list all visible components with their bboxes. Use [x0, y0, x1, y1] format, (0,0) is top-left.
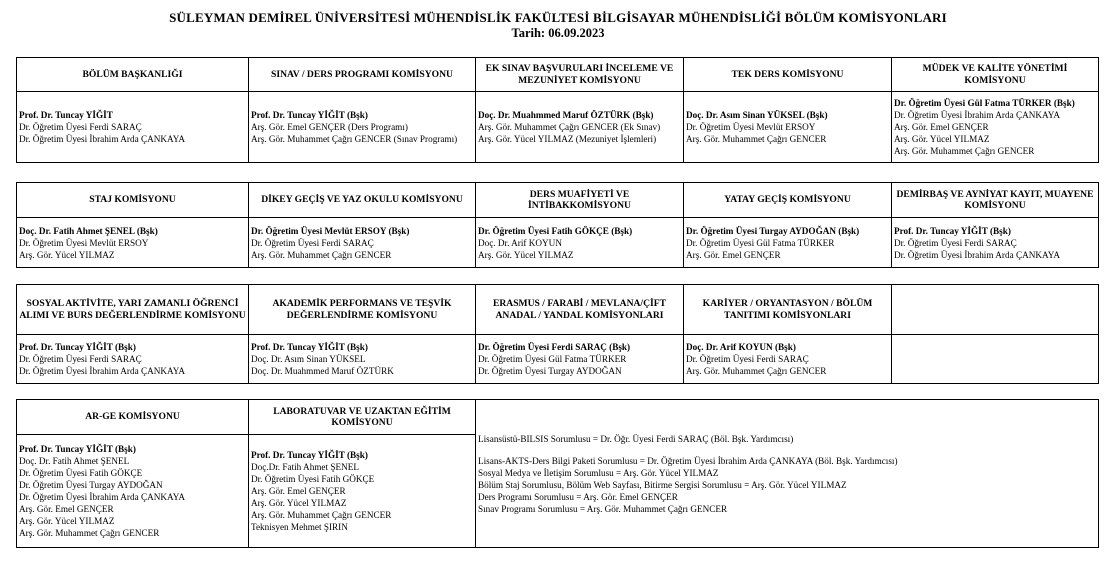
member: Arş. Gör. Emel GENÇER (Ders Programı) [251, 122, 408, 132]
document-title: SÜLEYMAN DEMİREL ÜNİVERSİTESİ MÜHENDİSLİK FAKÜLTESİ BİLGİSAYAR MÜHENDİSLİĞİ BÖLÜM KOMİSYONLARI [169, 10, 947, 25]
member: Dr. Öğretim Üyesi Gül Fatma TÜRKER [478, 354, 627, 364]
committee-members [249, 335, 476, 384]
member: Dr. Öğretim Üyesi Ferdi SARAÇ [251, 237, 374, 248]
committee-title: AKADEMİK PERFORMANS VE TEŞVİK DEĞERLENDİRME KOMİSYONU [249, 285, 476, 335]
note-line: Sosyal Medya ve İletişim Sorumlusu = Arş. Gör. Yücel YILMAZ [478, 467, 719, 478]
member: Dr. Öğretim Üyesi Ferdi SARAÇ [19, 122, 142, 132]
committee-title: YATAY GEÇİŞ KOMİSYONU [684, 183, 892, 218]
member: Arş. Gör. Emel GENÇER [251, 486, 346, 496]
member: Arş. Gör. Emel GENÇER [19, 504, 114, 514]
member: Dr. Öğretim Üyesi Turgay AYDOĞAN [19, 480, 163, 490]
committee-title: EK SINAV BAŞVURULARI İNCELEME VE MEZUNİYET KOMİSYONU [476, 58, 684, 92]
member: Dr. Öğretim Üyesi İbrahim Arda ÇANKAYA [19, 366, 186, 376]
member: Prof. Dr. Tuncay YİĞİT (Bşk) [251, 342, 368, 352]
member: Arş. Gör. Muhammet Çağrı GENCER (Ek Sınav) [478, 122, 661, 132]
member: Arş. Gör. Muhammet Çağrı GENCER [686, 134, 827, 144]
committee-members [17, 335, 249, 384]
committee-title: TEK DERS KOMİSYONU [684, 58, 892, 92]
member: Arş. Gör. Muhammet Çağrı GENCER [251, 249, 392, 260]
committee-title: DEMİRBAŞ VE AYNİYAT KAYIT, MUAYENE KOMİSYONU [892, 183, 1099, 218]
member: Doç. Dr. Arif KOYUN [478, 237, 562, 248]
committee-members [476, 92, 684, 163]
member: Dr. Öğretim Üyesi İbrahim Arda ÇANKAYA [894, 249, 1061, 260]
member: Dr. Öğretim Üyesi Mevlüt ERSOY [19, 237, 149, 248]
committee-title: SINAV / DERS PROGRAMI KOMİSYONU [249, 58, 476, 92]
member: Doç. Dr. Asım Sinan YÜKSEL (Bşk) [686, 110, 828, 120]
committee-members [17, 218, 249, 268]
committee-title: STAJ KOMİSYONU [17, 183, 249, 218]
note-line: Lisans-AKTS-Ders Bilgi Paketi Sorumlusu = Dr. Öğretim Üyesi İbrahim Arda ÇANKAYA (Böl. Bşk. Yardımcısı) [478, 455, 898, 466]
committee-members [249, 435, 476, 548]
member: Dr. Öğretim Üyesi Mevlüt ERSOY [686, 122, 816, 132]
member: Prof. Dr. Tuncay YİĞİT (Bşk) [19, 444, 136, 454]
committee-members [684, 218, 892, 268]
member: Arş. Gör. Emel GENÇER [894, 122, 989, 132]
empty-cell [892, 285, 1099, 335]
committee-title: DERS MUAFİYETİ VE İNTİBAKKOMİSYONU [476, 183, 684, 218]
committee-members [892, 92, 1099, 163]
committee-members [249, 92, 476, 163]
committee-members [476, 335, 684, 384]
committee-table-row-3 [16, 284, 1099, 384]
member: Prof. Dr. Tuncay YİĞİT (Bşk) [251, 450, 368, 460]
note-line: Lisansüstü-BILSIS Sorumlusu = Dr. Öğr. Üyesi Ferdi SARAÇ (Böl. Bşk. Yardımcısı) [478, 433, 794, 444]
member: Dr. Öğretim Üyesi Fatih GÖKÇE [19, 468, 143, 478]
member: Arş. Gör. Yücel YILMAZ [894, 134, 990, 144]
committee-members [892, 218, 1099, 268]
committee-members [17, 92, 249, 163]
member: Prof. Dr. Tuncay YİĞİT [19, 110, 113, 120]
member: Doç. Dr. Fatih Ahmet ŞENEL (Bşk) [19, 225, 158, 236]
note-line: Ders Programı Sorumlusu = Arş. Gör. Emel GENÇER [478, 491, 678, 502]
member: Arş. Gör. Emel GENÇER [686, 249, 781, 260]
committee-title: KARİYER / ORYANTASYON / BÖLÜM TANITIMI KOMİSYONLARI [684, 285, 892, 335]
member: Arş. Gör. Muhammet Çağrı GENCER [686, 366, 827, 376]
committee-table-row-4 [16, 399, 1099, 548]
committee-members [476, 218, 684, 268]
member: Arş. Gör. Yücel YILMAZ [19, 249, 115, 260]
member: Doç. Dr. Asım Sinan YÜKSEL [251, 354, 366, 364]
member: Dr. Öğretim Üyesi Turgay AYDOĞAN (Bşk) [686, 225, 860, 236]
note-line: Bölüm Staj Sorumlusu, Bölüm Web Sayfası, Bitirme Sergisi Sorumlusu = Arş. Gör. Yücel YILMAZ [478, 479, 847, 490]
committee-members [249, 218, 476, 268]
member: Arş. Gör. Yücel YILMAZ [19, 516, 115, 526]
member: Doç. Dr. Fatih Ahmet ŞENEL [19, 456, 130, 466]
member: Dr. Öğretim Üyesi Gül Fatma TÜRKER (Bşk) [894, 98, 1075, 108]
member: Prof. Dr. Tuncay YİĞİT (Bşk) [19, 342, 136, 352]
committee-members [684, 92, 892, 163]
committee-title: DİKEY GEÇİŞ VE YAZ OKULU KOMİSYONU [249, 183, 476, 218]
member: Dr. Öğretim Üyesi Mevlüt ERSOY (Bşk) [251, 225, 410, 236]
member: Dr. Öğretim Üyesi İbrahim Arda ÇANKAYA [894, 110, 1061, 120]
member: Arş. Gör. Yücel YILMAZ [478, 249, 574, 260]
committee-title: MÜDEK VE KALİTE YÖNETİMİ KOMİSYONU [892, 58, 1099, 92]
member: Arş. Gör. Yücel YILMAZ [251, 498, 347, 508]
member: Dr. Öğretim Üyesi Ferdi SARAÇ (Bşk) [478, 342, 631, 352]
member: Prof. Dr. Tuncay YİĞİT (Bşk) [251, 110, 368, 120]
committee-title: AR-GE KOMİSYONU [17, 400, 249, 435]
committee-members [684, 335, 892, 384]
member: Dr. Öğretim Üyesi İbrahim Arda ÇANKAYA [19, 134, 186, 144]
member: Teknisyen Mehmet ŞIRIN [251, 522, 348, 532]
responsibilities-notes [476, 400, 1099, 548]
member: Dr. Öğretim Üyesi Ferdi SARAÇ [894, 237, 1017, 248]
committee-title: ERASMUS / FARABİ / MEVLANA/ÇİFT ANADAL / YANDAL KOMİSYONLARI [476, 285, 684, 335]
member: Dr. Öğretim Üyesi Ferdi SARAÇ [19, 354, 142, 364]
member: Dr. Öğretim Üyesi Gül Fatma TÜRKER [686, 237, 835, 248]
member: Dr. Öğretim Üyesi Fatih GÖKÇE [251, 474, 375, 484]
member: Arş. Gör. Muhammet Çağrı GENCER [19, 528, 160, 538]
member: Doç. Dr. Arif KOYUN (Bşk) [686, 342, 796, 352]
member: Doç. Dr. Muahmmed Maruf ÖZTÜRK (Bşk) [478, 110, 654, 120]
member: Dr. Öğretim Üyesi Turgay AYDOĞAN [478, 366, 622, 376]
committee-title: LABORATUVAR VE UZAKTAN EĞİTİM KOMİSYONU [249, 400, 476, 435]
member: Arş. Gör. Yücel YILMAZ (Mezuniyet İşlemleri) [478, 134, 657, 144]
member: Arş. Gör. Muhammet Çağrı GENCER (Sınav Programı) [251, 134, 458, 144]
member: Doç. Dr. Muahmmed Maruf ÖZTÜRK [251, 366, 394, 376]
committee-members [17, 435, 249, 548]
member: Dr. Öğretim Üyesi Ferdi SARAÇ [686, 354, 809, 364]
member: Prof. Dr. Tuncay YİĞİT (Bşk) [894, 225, 1011, 236]
committee-table-row-2 [16, 182, 1099, 268]
note-line: Sınav Programı Sorumlusu = Arş. Gör. Muhammet Çağrı GENCER [478, 503, 728, 514]
member: Dr. Öğretim Üyesi Fatih GÖKÇE (Bşk) [478, 225, 633, 236]
member: Dr. Öğretim Üyesi İbrahim Arda ÇANKAYA [19, 492, 186, 502]
empty-cell [892, 335, 1099, 384]
document-date: Tarih: 06.09.2023 [511, 26, 605, 40]
committee-title: BÖLÜM BAŞKANLIĞI [17, 58, 249, 92]
committee-title: SOSYAL AKTİVİTE, YARI ZAMANLI ÖĞRENCİ ALIMI VE BURS DEĞERLENDİRME KOMİSYONU [17, 285, 249, 335]
member: Arş. Gör. Muhammet Çağrı GENCER [251, 510, 392, 520]
member: Arş. Gör. Muhammet Çağrı GENCER [894, 146, 1035, 156]
committee-table-row-1 [16, 57, 1099, 163]
member: Doç.Dr. Fatih Ahmet ŞENEL [251, 462, 359, 472]
